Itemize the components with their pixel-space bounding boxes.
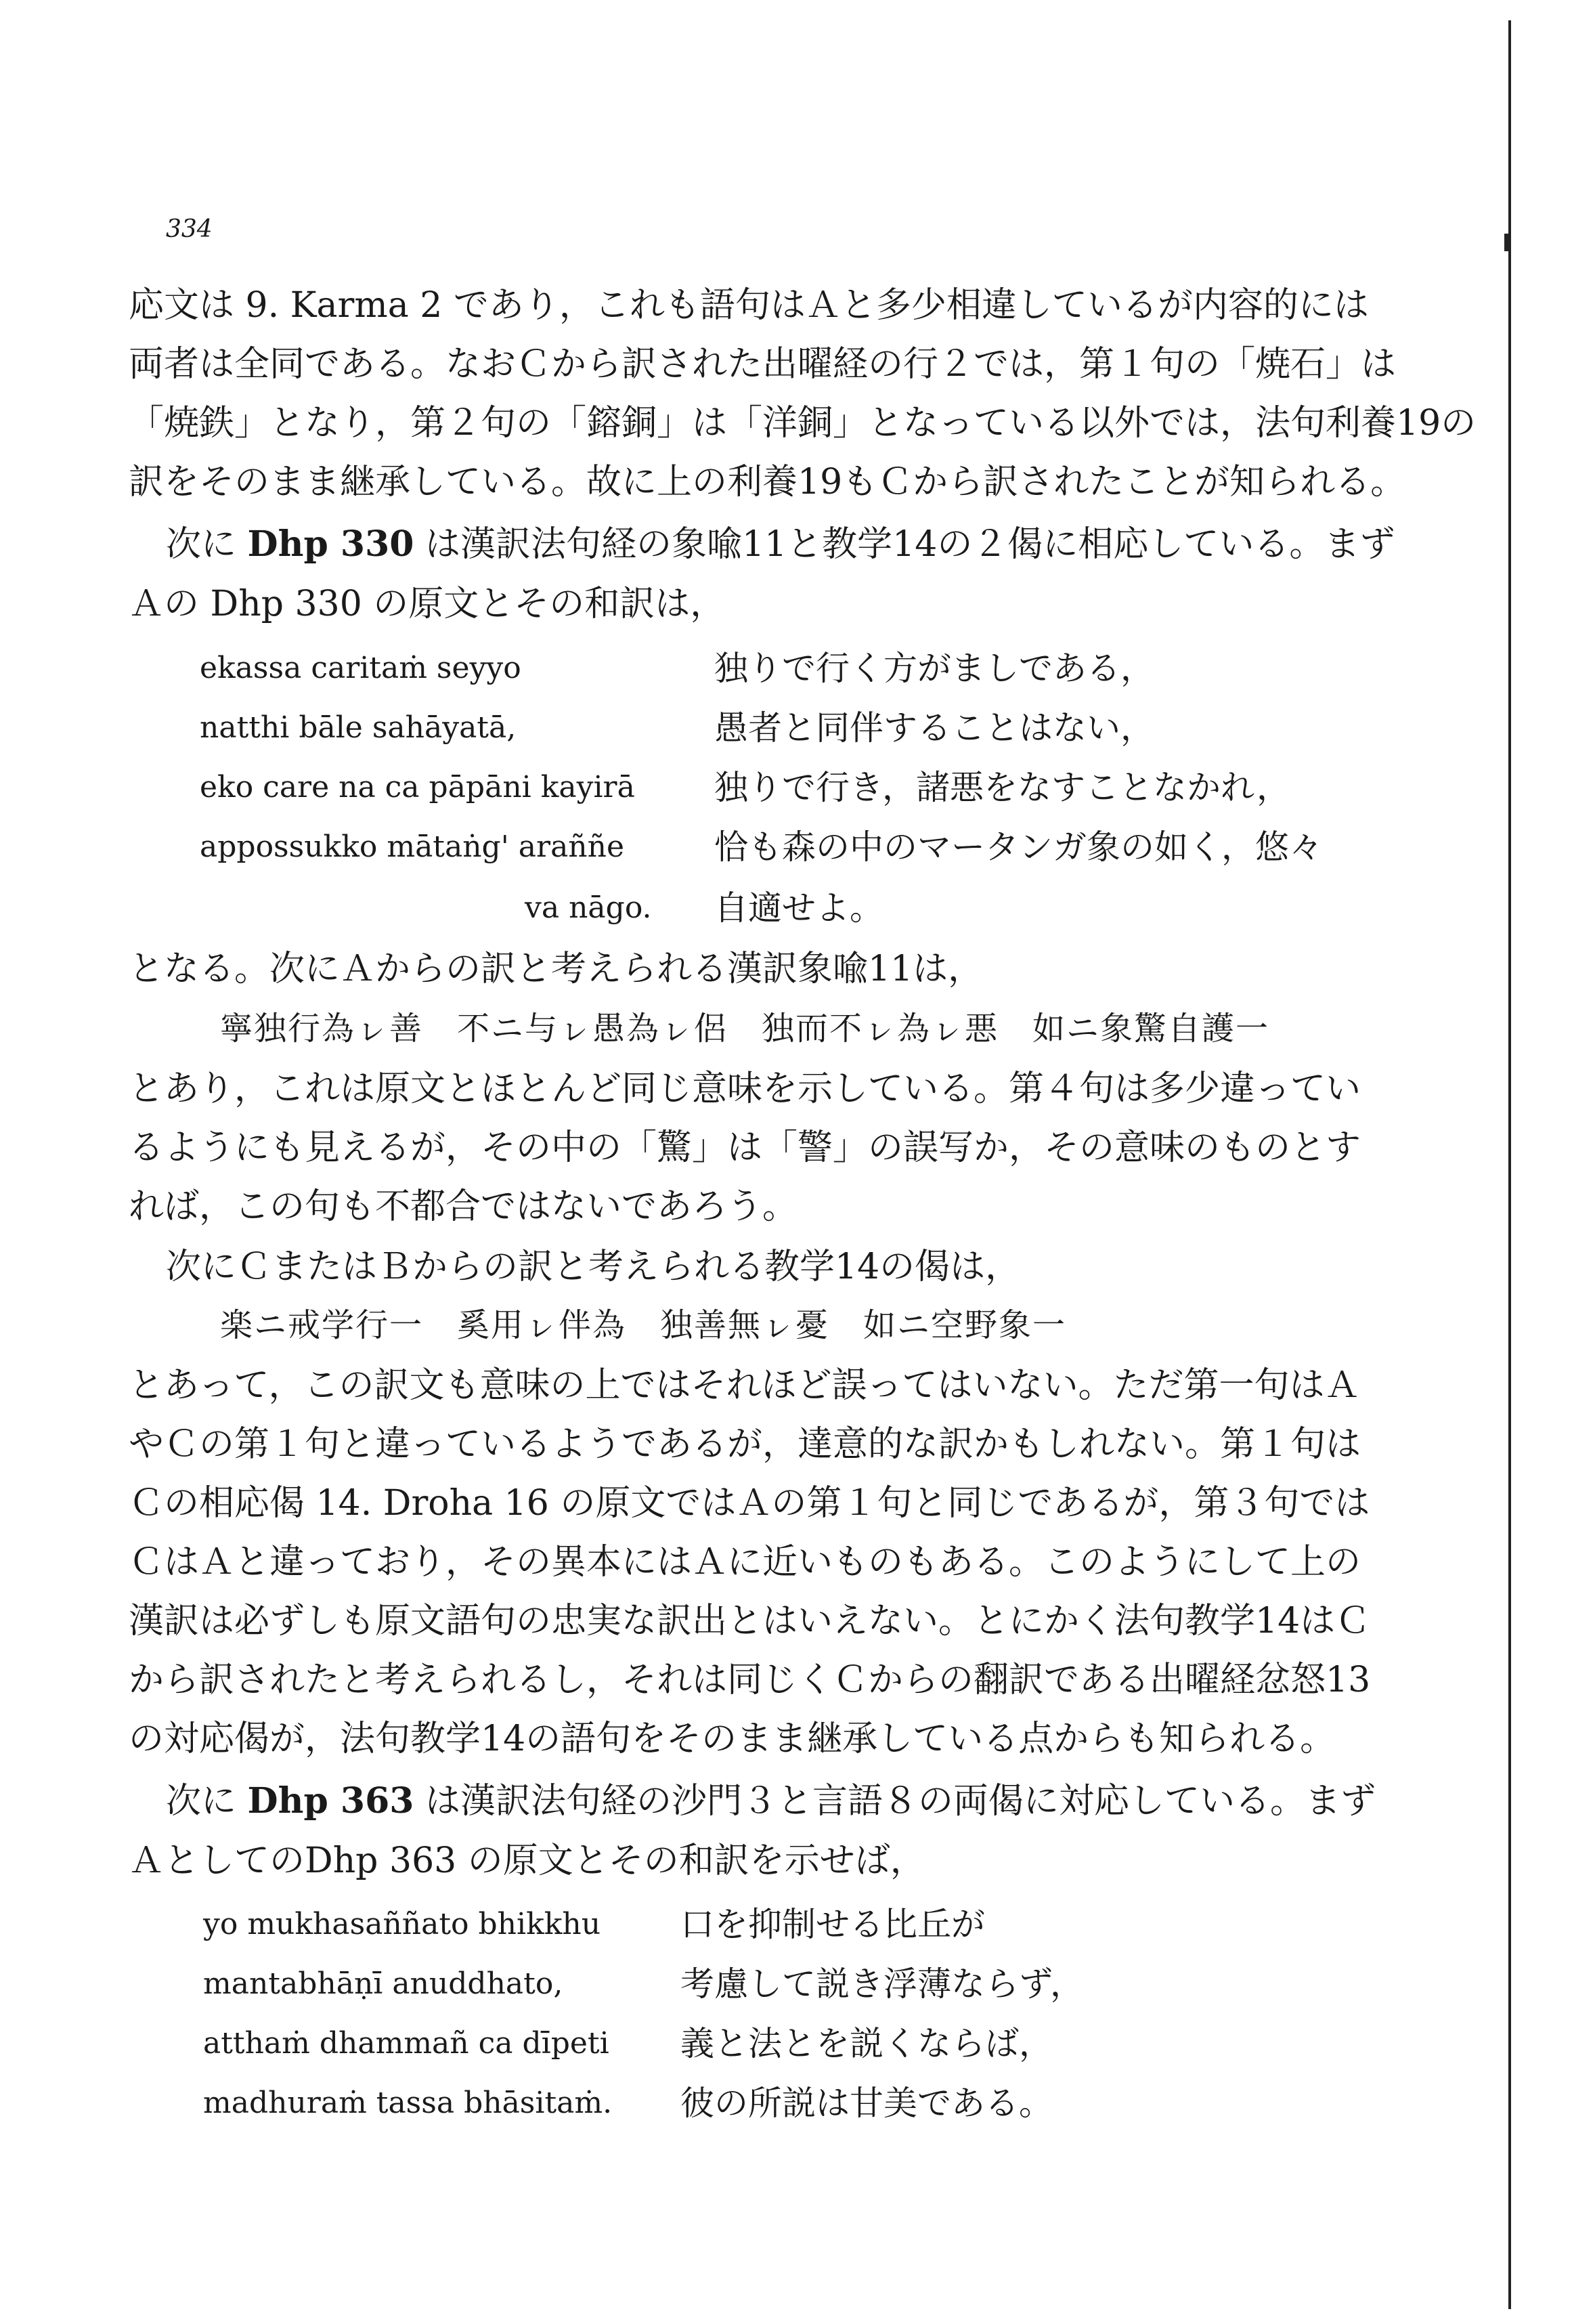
page-edge-tick (1504, 234, 1508, 251)
dhp-reference: Dhp 330 (247, 523, 414, 565)
text-rest: は漢訳法句経の沙門３と言語８の両偈に対応している。まず (425, 1781, 1376, 1822)
japanese-translation-line: 独りで行き，諸悪をなすことなかれ， (714, 768, 1290, 807)
text-rest: は漢訳法句経の象喩11と教学14の２偈に相応している。まず (425, 524, 1395, 565)
japanese-translation-line: 義と法とを説くならば， (680, 2024, 1053, 2063)
pali-verse-line: eko care na ca pāpāni kayirā (200, 770, 635, 804)
text-line (166, 1777, 1376, 1826)
japanese-translation-line: 口を抑制せる比丘が (680, 1905, 985, 1944)
japanese-translation-line: 考慮して説き浮薄ならず， (680, 1964, 1084, 2004)
text-line: とあり，これは原文とほとんど同じ意味を示している。第４句は多少違ってい (129, 1069, 1361, 1109)
pali-verse-line: natthi bāle sahāyatā, (200, 710, 517, 745)
pali-verse-line: va nāgo. (525, 890, 652, 925)
text-line: るようにも見えるが，その中の「驚」は「警」の誤写か，その意味のものとす (129, 1127, 1361, 1168)
pali-verse-line: appossukko mātaṅg' araññe (200, 830, 625, 864)
dhp-reference: Dhp 363 (247, 1780, 414, 1822)
page-edge-rule (1508, 20, 1511, 2309)
text-line: 応文は 9. Karma 2 であり，これも語句はＡと多少相違しているが内容的には (129, 285, 1369, 326)
japanese-translation-line: 彼の所説は甘美である。 (680, 2084, 1053, 2123)
text-line: 訳をそのまま継承している。故に上の利養19もＣから訳されたことが知られる。 (129, 462, 1406, 502)
text-prefix: 次に (166, 1781, 237, 1822)
japanese-translation-line: 愚者と同伴することはない， (714, 708, 1154, 748)
text-line: やＣの第１句と違っているようであるが，達意的な訳かもしれない。第１句は (129, 1424, 1361, 1465)
text-line: となる。次にＡからの訳と考えられる漢訳象喩11は， (129, 949, 984, 989)
japanese-translation-line: 独りで行く方がましである， (714, 649, 1154, 688)
text-line: 両者は全同である。なおＣから訳された出曜経の行２では，第１句の「焼石」は (129, 344, 1397, 385)
text-line: から訳されたと考えられるし，それは同じくＣからの翻訳である出曜経忿怒13 (129, 1660, 1371, 1700)
japanese-translation-line: 恰も森の中のマータンガ象の如く，悠々 (714, 827, 1323, 867)
text-line: とあって，この訳文も意味の上ではそれほど誤ってはいない。ただ第一句はＡ (129, 1365, 1360, 1406)
text-line: の対応偈が，法句教学14の語句をそのまま継承している点からも知られる。 (129, 1719, 1336, 1759)
text-line: Ａの Dhp 330 の原文とその和訳は， (129, 584, 726, 624)
text-line (166, 520, 1395, 569)
text-line: 漢訳は必ずしも原文語句の忠実な訳出とはいえない。とにかく法句教学14はＣ (129, 1601, 1371, 1641)
pali-verse-line: atthaṁ dhammañ ca dīpeti (203, 2026, 609, 2061)
text-line: ＡとしてのDhp 363 の原文とその和訳を示せば， (129, 1841, 925, 1881)
pali-verse-line: mantabhāṇī anuddhato, (203, 1966, 563, 2001)
text-line: Ｃの相応偈 14. Droha 16 の原文ではＡの第１句と同じであるが，第３句では (129, 1483, 1370, 1524)
text-line: れば，この句も不都合ではないであろう。 (129, 1186, 798, 1227)
text-line: 「焼鉄」となり，第２句の「鎔銅」は「洋銅」となっている以外では，法句利養19の (129, 403, 1477, 444)
kanbun-verse: 楽ニ戒学行一 奚用ㇾ伴為 独善無ㇾ憂 如ニ空野象一 (220, 1306, 1067, 1344)
text-prefix: 次に (166, 524, 237, 565)
kanbun-verse: 寧独行為ㇾ善 不ニ与ㇾ愚為ㇾ侶 独而不ㇾ為ㇾ悪 如ニ象驚自護一 (220, 1010, 1270, 1048)
pali-verse-line: madhuraṁ tassa bhāsitaṁ. (203, 2086, 613, 2120)
pali-verse-line: yo mukhasaññato bhikkhu (203, 1907, 601, 1941)
text-line: 次にＣまたはＢからの訳と考えられる教学14の偈は， (166, 1247, 1021, 1287)
pali-verse-line: ekassa caritaṁ seyyo (200, 651, 521, 685)
page-number: 334 (166, 215, 213, 243)
text-line: ＣはＡと違っており，その異本にはＡに近いものもある。このようにして上の (129, 1542, 1361, 1583)
japanese-translation-line: 自適せよ。 (714, 888, 883, 928)
